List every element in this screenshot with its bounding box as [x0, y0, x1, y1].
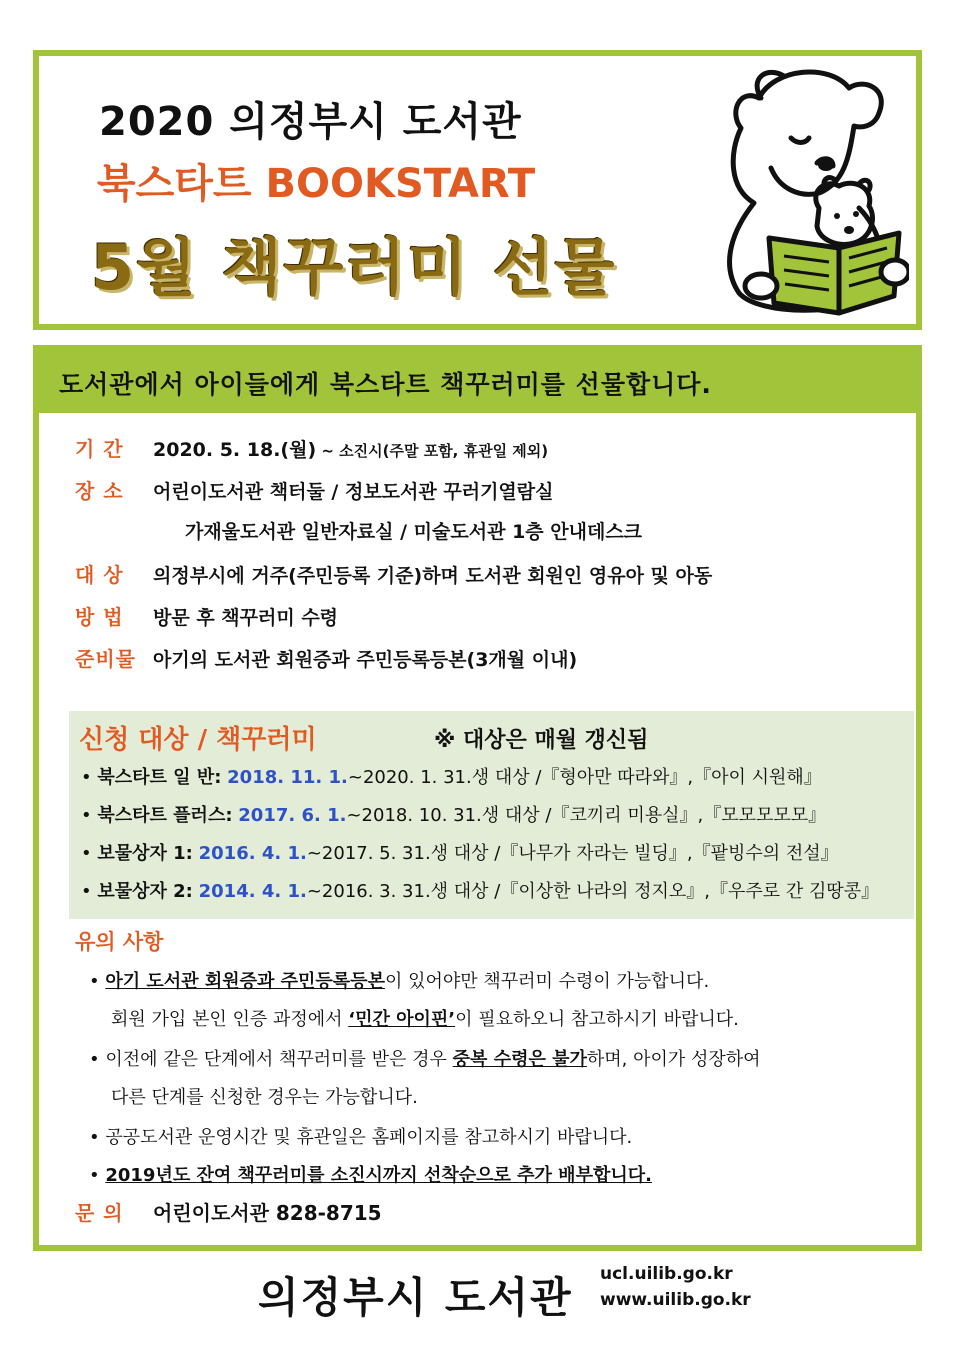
- info-label: 대 상: [75, 563, 124, 587]
- apply-item-date: 2014. 4. 1.: [198, 881, 307, 902]
- note-emphasis: 2019년도 잔여 책꾸러미를 소진시까지 선착순으로 추가 배부합니다.: [105, 1165, 652, 1186]
- info-value: 아기의 도서관 회원증과 주민등록등본(3개월 이내): [153, 649, 578, 671]
- info-row-method: [75, 601, 338, 630]
- note-text: 하며, 아이가 성장하여: [586, 1049, 761, 1070]
- info-value: 가재울도서관 일반자료실 / 미술도서관 1층 안내데스크: [185, 521, 643, 543]
- info-value: 의정부시에 거주(주민등록 기준)하며 도서관 회원인 영유아 및 아동: [153, 565, 713, 587]
- info-value: 방문 후 책꾸러미 수령: [153, 607, 339, 629]
- bear-reading-illustration: [699, 58, 909, 326]
- note-item: • 이전에 같은 단계에서 책꾸러미를 받은 경우 중복 수령은 불가하며, 아이가 성장하여: [89, 1049, 761, 1070]
- note-item: • 공공도서관 운영시간 및 휴관일은 홈페이지를 참고하시기 바랍니다.: [89, 1127, 633, 1148]
- note-text: 이 필요하오니 참고하시기 바랍니다.: [455, 1009, 739, 1030]
- info-value: 2020. 5. 18.(월): [153, 439, 317, 461]
- contact-label: 문 의: [75, 1201, 124, 1225]
- note-text: 이전에 같은 단계에서 책꾸러미를 받은 경우: [105, 1049, 453, 1070]
- apply-item-name: 보물상자 2:: [97, 881, 193, 902]
- note-text: 다른 단계를 신청한 경우는 가능합니다.: [111, 1087, 418, 1108]
- apply-box: [69, 711, 914, 919]
- info-row-place-cont: [75, 517, 642, 544]
- note-text: 이 있어야만 책꾸러미 수령이 가능합니다.: [384, 971, 710, 992]
- apply-item-rest: ~2016. 3. 31.생 대상 /『이상한 나라의 정지오』,『우주로 간 김땅콩』: [306, 881, 880, 902]
- footer-title: 의정부시 도서관: [258, 1273, 573, 1322]
- info-value: 어린이도서관 책터둘 / 정보도서관 꾸러기열람실: [153, 481, 554, 503]
- apply-title: 신청 대상 / 책꾸러미: [79, 725, 317, 755]
- note-text: 회원 가입 본인 인증 과정에서: [111, 1009, 349, 1030]
- header-title-year: 2020 의정부시 도서관: [99, 99, 522, 145]
- apply-item-name: 북스타트 일 반:: [97, 767, 222, 788]
- apply-item-name: 보물상자 1:: [97, 843, 193, 864]
- apply-item-name: 북스타트 플러스:: [97, 805, 233, 826]
- apply-item: • 보물상자 2: 2014. 4. 1.~2016. 3. 31.생 대상 /『이상한 나라의 정지오』,『우주로 간 김땅콩』: [81, 881, 880, 902]
- apply-item: • 북스타트 일 반: 2018. 11. 1.~2020. 1. 31.생 대상 /『형아만 따라와』,『아이 시원해』: [81, 767, 822, 788]
- apply-item: • 북스타트 플러스: 2017. 6. 1.~2018. 10. 31.생 대상 /『코끼리 미용실』,『모모모모모』: [81, 805, 827, 826]
- apply-item-date: 2018. 11. 1.: [227, 767, 348, 788]
- header-title-bookstart: 북스타트 BOOKSTART: [97, 161, 536, 207]
- contact-value: 어린이도서관 828-8715: [153, 1201, 382, 1225]
- apply-item-rest: ~2020. 1. 31.생 대상 /『형아만 따라와』,『아이 시원해』: [347, 767, 822, 788]
- apply-item: • 보물상자 1: 2016. 4. 1.~2017. 5. 31.생 대상 /『나무가 자라는 빌딩』,『팥빙수의 전설』: [81, 843, 839, 864]
- info-row-target: [75, 559, 712, 588]
- header-box: [33, 50, 922, 330]
- note-text: 공공도서관 운영시간 및 휴관일은 홈페이지를 참고하시기 바랍니다.: [105, 1127, 633, 1148]
- info-label: 기 간: [75, 437, 124, 461]
- note-emphasis: ‘민간 아이핀’: [348, 1009, 456, 1030]
- info-label: 방 법: [75, 605, 124, 629]
- apply-item-date: 2017. 6. 1.: [238, 805, 347, 826]
- info-label: 장 소: [75, 479, 124, 503]
- apply-item-rest: ~2018. 10. 31.생 대상 /『코끼리 미용실』,『모모모모모』: [346, 805, 827, 826]
- info-row-period: [75, 433, 548, 462]
- note-emphasis: 중복 수령은 불가: [452, 1049, 587, 1070]
- contact-row: [75, 1197, 382, 1226]
- note-emphasis: 아기 도서관 회원증과 주민등록등본: [105, 971, 385, 992]
- info-extra: ~ 소진시(주말 포함, 휴관일 제외): [316, 442, 549, 460]
- apply-item-rest: ~2017. 5. 31.생 대상 /『나무가 자라는 빌딩』,『팥빙수의 전설』: [306, 843, 839, 864]
- footer-url-ucl[interactable]: ucl.uilib.go.kr: [600, 1264, 733, 1284]
- banner-text: 도서관에서 아이들에게 북스타트 책꾸러미를 선물합니다.: [59, 370, 712, 399]
- note-item-cont: [111, 1005, 739, 1031]
- banner: [39, 351, 916, 413]
- info-row-place: [75, 475, 553, 504]
- info-label: 준비물: [75, 647, 136, 671]
- main-content-box: [33, 345, 922, 1251]
- header-title-main: 5월 책꾸러미 선물: [91, 231, 617, 304]
- note-item-cont: [111, 1083, 418, 1109]
- note-item: • 2019년도 잔여 책꾸러미를 소진시까지 선착순으로 추가 배부합니다.: [89, 1165, 652, 1186]
- notes-title: 유의 사항: [75, 930, 164, 954]
- note-item: • 아기 도서관 회원증과 주민등록등본이 있어야만 책꾸러미 수령이 가능합니다.: [89, 971, 710, 992]
- info-row-prepare: [75, 643, 577, 672]
- apply-note: ※ 대상은 매월 갱신됨: [434, 728, 649, 753]
- footer-url-www[interactable]: www.uilib.go.kr: [600, 1290, 751, 1310]
- apply-item-date: 2016. 4. 1.: [198, 843, 307, 864]
